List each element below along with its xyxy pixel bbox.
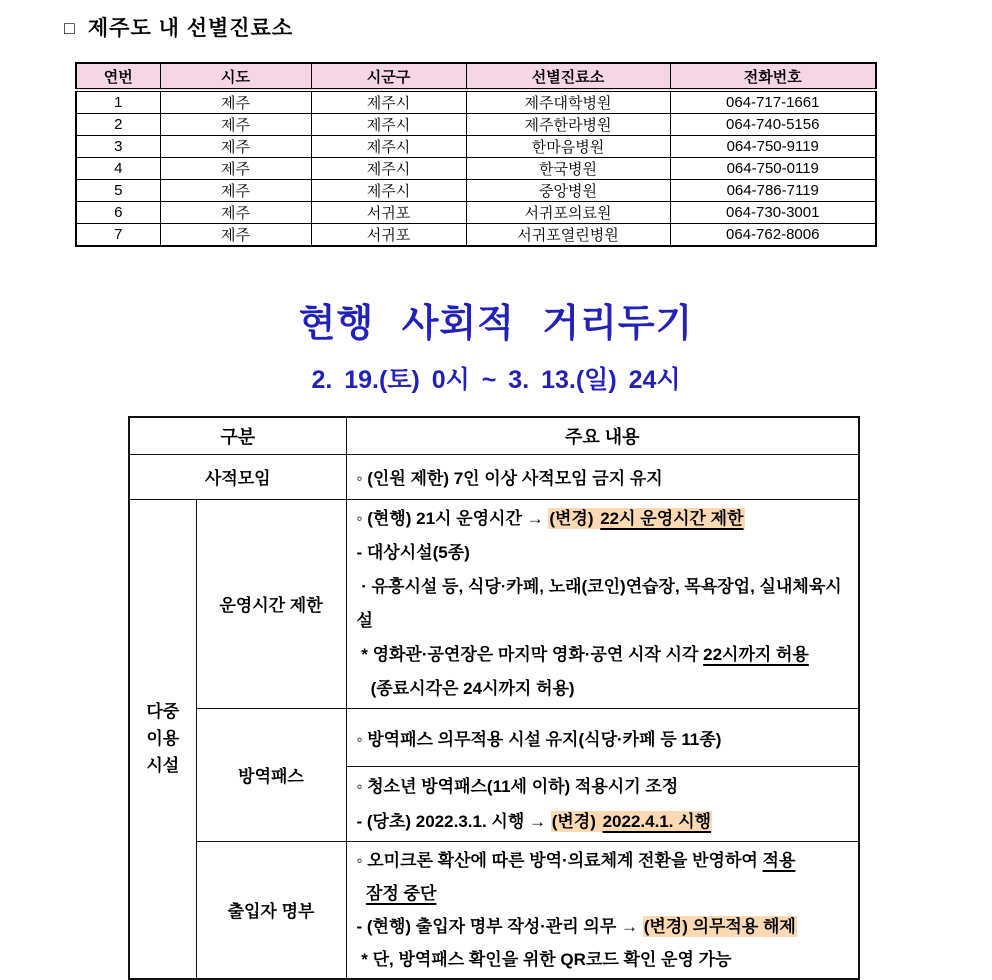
clinic-cell: 한국병원 [466,158,670,180]
content-line [357,464,853,489]
text-segment: - (당초) 2022.3.1. 시행 → [356,811,551,831]
row-private-gathering [129,454,859,499]
text-segment: 22시까지 허용 [703,644,809,664]
clinic-cell: 제주대학병원 [466,90,670,114]
row-label-quarantine-pass: 방역패스 [196,708,346,841]
text-segment: * 단, 방역패스 확인을 위한 QR코드 확인 운영 가능 [356,949,732,969]
clinic-cell: 제주 [160,90,311,114]
clinic-cell: 제주 [160,114,311,136]
clinic-cell: 제주 [160,158,311,180]
text-segment: - (현행) 출입자 명부 작성·관리 의무 → [356,916,643,936]
text-segment: (변경) [549,508,599,528]
content-entry-log [346,841,859,979]
period-line: 2. 19.(토) 0시 ~ 3. 13.(일) 24시 [311,366,681,394]
clinic-cell: 064-740-5156 [670,114,876,136]
distancing-header-row [129,417,859,454]
distancing-table [128,416,860,980]
content-quarantine-pass-b [346,766,859,841]
col-header-content: 주요 내용 [346,417,859,454]
clinic-cell: 제주한라병원 [466,114,670,136]
clinic-cell: 2 [76,114,160,136]
content-line [357,804,853,839]
clinic-cell: 서귀포열린병원 [466,224,670,247]
group-label-multi-use-facilities [129,499,196,979]
group-label-line: 다중 [146,702,180,721]
clinic-cell: 제주시 [311,136,466,158]
content-operating-hours [346,499,859,708]
clinic-cell: 서귀포 [311,202,466,224]
row-operating-hours [129,499,859,708]
content-line [357,570,853,638]
checkbox-icon: □ [64,18,76,38]
clinic-cell: 1 [76,90,160,114]
clinic-cell: 064-730-3001 [670,202,876,224]
clinic-cell: 5 [76,180,160,202]
text-segment: ◦ 오미크론 확산에 따른 방역·의료체계 전환을 반영하여 [356,850,763,870]
text-segment: 적용 [762,850,796,870]
row-label-operating-hours: 운영시간 제한 [196,499,346,708]
text-segment: ◦ 청소년 방역패스(11세 이하) 적용시기 조정 [356,776,679,796]
clinic-table-header-row [76,63,876,90]
clinic-cell: 한마음병원 [466,136,670,158]
clinic-cell: 제주 [160,180,311,202]
clinic-cell: 제주시 [311,180,466,202]
clinic-cell: 제주 [160,202,311,224]
col-header-category: 구분 [129,417,346,454]
clinic-table-row [76,136,876,158]
clinic-cell: 064-717-1661 [670,90,876,114]
group-label-line: 이용 [146,729,180,748]
clinic-cell: 6 [76,202,160,224]
content-quarantine-pass-a [346,708,859,766]
clinic-cell: 제주시 [311,90,466,114]
clinic-table-row [76,158,876,180]
clinic-col-header: 시도 [160,63,311,90]
content-line [357,910,853,943]
clinic-cell: 064-750-9119 [670,136,876,158]
clinic-table-row [76,114,876,136]
content-line [357,536,853,570]
content-line [357,877,853,910]
row-label-private-gathering: 사적모임 [129,454,346,499]
group-label-line: 시설 [146,756,180,775]
content-line [357,638,853,672]
clinic-col-header: 시군구 [311,63,466,90]
clinic-table-row [76,224,876,247]
clinic-table-row [76,90,876,114]
clinic-cell: 서귀포 [311,224,466,247]
text-segment [357,884,366,903]
doc-title [64,12,293,42]
content-private-gathering [346,454,859,499]
text-segment: ◦ (현행) 21시 운영시간 → [356,508,549,528]
row-label-entry-log: 출입자 명부 [196,841,346,979]
text-segment: (변경) [551,811,601,831]
content-line [357,725,853,750]
clinic-cell: 서귀포의료원 [466,202,670,224]
main-heading: 현행 사회적 거리두기 [298,303,694,345]
clinic-cell: 제주 [160,224,311,247]
clinic-cell: 제주 [160,136,311,158]
text-segment: (종료시각은 24시까지 허용) [356,678,575,698]
clinic-col-header: 선별진료소 [466,63,670,90]
content-line [357,672,853,706]
clinic-cell: 064-762-8006 [670,224,876,247]
text-segment: 2022.4.1. 시행 [602,811,712,831]
clinic-table-row [76,180,876,202]
row-entry-log [129,841,859,979]
clinic-col-header: 전화번호 [670,63,876,90]
content-line [357,943,853,976]
clinic-col-header: 연번 [76,63,160,90]
clinic-table [75,62,877,247]
text-segment: 22시 운영시간 제한 [600,508,744,528]
clinic-cell: 7 [76,224,160,247]
clinic-cell: 제주시 [311,114,466,136]
text-segment: · 유흥시설 등, 식당·카페, 노래(코인)연습장, 목욕장업, 실내체육시설 [356,576,842,630]
clinic-cell: 제주시 [311,158,466,180]
content-line [357,769,853,804]
clinic-cell: 064-750-0119 [670,158,876,180]
clinic-cell: 4 [76,158,160,180]
text-segment: * 영화관·공연장은 마지막 영화·공연 시작 시각 [356,644,704,664]
clinic-cell: 3 [76,136,160,158]
text-segment: ◦ 방역패스 의무적용 시설 유지(식당·카페 등 11종) [356,729,722,749]
text-segment: - 대상시설(5종) [356,542,470,562]
clinic-cell: 064-786-7119 [670,180,876,202]
clinic-cell: 중앙병원 [466,180,670,202]
row-quarantine-pass-a [129,708,859,766]
text-segment: ◦ (인원 제한) 7인 이상 사적모임 금지 유지 [356,469,663,488]
text-segment: 잠정 중단 [365,883,437,903]
doc-title-text: 제주도 내 선별진료소 [87,17,294,40]
content-line [357,844,853,877]
content-line [357,502,853,536]
text-segment: (변경) 의무적용 해제 [643,916,796,936]
clinic-table-row [76,202,876,224]
